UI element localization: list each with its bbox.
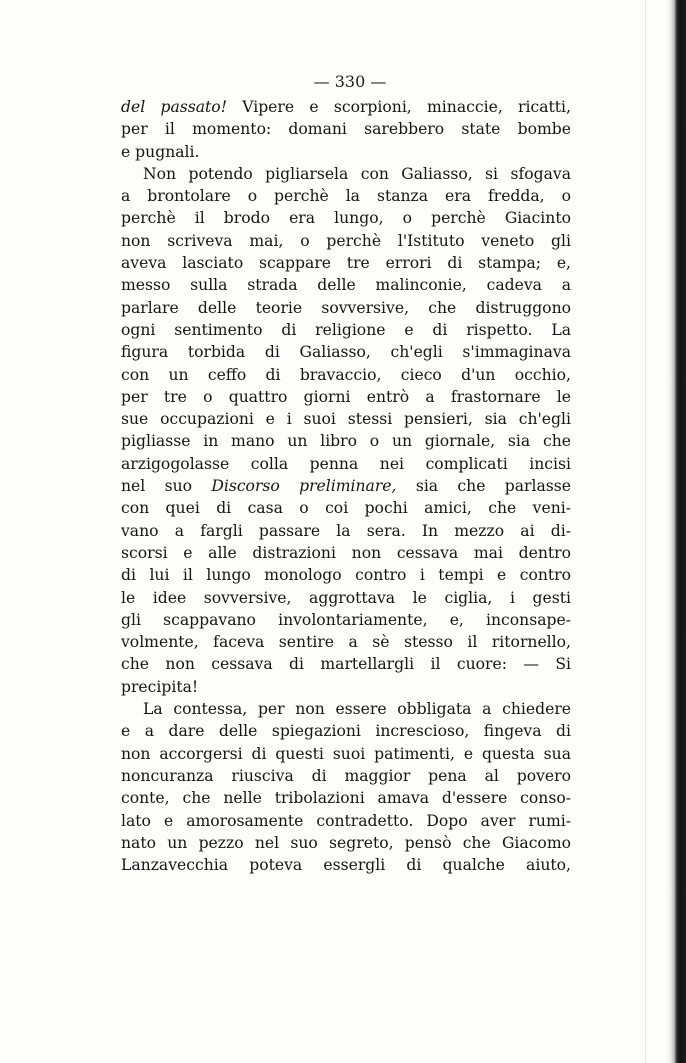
- text-line-segment: le idee sovversive, aggrottava le ciglia, i gesti: [121, 588, 571, 607]
- page-fold-shadow: [645, 0, 646, 1063]
- text-line: [121, 252, 571, 274]
- text-line-segment: non scriveva mai, o perchè l'Istituto veneto gli: [121, 231, 571, 250]
- text-line-segment: non accorgersi di questi suoi patimenti, e questa sua: [121, 744, 571, 763]
- text-line: [121, 787, 571, 809]
- text-line: [121, 765, 571, 787]
- text-line-segment: vano a fargli passare la sera. In mezzo ai di-: [121, 521, 571, 540]
- text-line: [121, 141, 571, 163]
- text-line: [121, 743, 571, 765]
- text-line: [121, 230, 571, 252]
- text-line-segment: e a dare delle spiegazioni increscioso, fingeva di: [121, 722, 571, 741]
- text-line: [121, 720, 571, 742]
- text-line-segment: arzigogolasse colla penna nei complicati incisi: [121, 454, 571, 473]
- text-line-segment: La contessa, per non essere obbligata a chiedere: [143, 700, 571, 719]
- text-line-segment: scorsi e alle distrazioni non cessava mai dentro: [121, 543, 571, 562]
- text-line-segment: gli scappavano involontariamente, e, inconsape-: [121, 610, 571, 629]
- text-line: [121, 854, 571, 876]
- text-line-segment: con un ceffo di bravaccio, cieco d'un occhio,: [121, 365, 571, 384]
- text-line-segment: nato un pezzo nel suo segreto, pensò che Giacomo: [121, 833, 571, 852]
- text-line: [121, 386, 571, 408]
- text-line: [121, 497, 571, 519]
- text-line-segment: per tre o quattro giorni entrò a frastornare le: [121, 387, 571, 406]
- text-line-segment: nel suo: [121, 477, 212, 496]
- text-line: [121, 341, 571, 363]
- text-line-segment: conte, che nelle tribolazioni amava d'essere conso-: [121, 789, 571, 808]
- text-line: [121, 631, 571, 653]
- text-line: [121, 364, 571, 386]
- text-line: [121, 609, 571, 631]
- binding-edge: [664, 0, 686, 1063]
- text-line-segment: di lui il lungo monologo contro i tempi e contro: [121, 566, 571, 585]
- text-line-segment: ogni sentimento di religione e di rispetto. La: [121, 320, 571, 339]
- text-line: [121, 163, 571, 185]
- italic-text: del passato!: [121, 98, 227, 116]
- text-line-segment: che non cessava di martellargli il cuore: — Si: [121, 655, 571, 674]
- text-line: [121, 810, 571, 832]
- text-line: [121, 96, 571, 118]
- text-line-segment: precipita!: [121, 677, 199, 696]
- body-text: [121, 96, 571, 876]
- text-line-segment: Vipere e scorpioni, minaccie, ricatti,: [226, 98, 571, 116]
- text-line-segment: e pugnali.: [121, 142, 200, 161]
- text-line-segment: per il momento: domani sarebbero state bombe: [121, 120, 571, 139]
- italic-text: Discorso preliminare,: [211, 477, 397, 496]
- text-line-segment: pigliasse in mano un libro o un giornale, sia che: [121, 432, 571, 451]
- text-line-segment: volmente, faceva sentire a sè stesso il ritornello,: [121, 633, 571, 652]
- text-line: [121, 587, 571, 609]
- text-line-segment: figura torbida di Galiasso, ch'egli s'immaginava: [121, 343, 571, 362]
- text-line: [121, 475, 571, 497]
- text-line: [121, 185, 571, 207]
- text-line-segment: sia che parlasse: [396, 477, 571, 496]
- text-line: [121, 520, 571, 542]
- text-line-segment: sue occupazioni e i suoi stessi pensieri, sia ch'egli: [121, 410, 571, 429]
- text-line-segment: parlare delle teorie sovversive, che distruggono: [121, 298, 571, 317]
- text-line: [121, 408, 571, 430]
- text-line: [121, 274, 571, 296]
- text-line-segment: messo sulla strada delle malinconie, cadeva a: [121, 276, 571, 295]
- text-line: [121, 542, 571, 564]
- text-line: [121, 832, 571, 854]
- text-line: [121, 653, 571, 675]
- text-line: [121, 319, 571, 341]
- text-line-segment: a brontolare o perchè la stanza era fredda, o: [121, 187, 571, 206]
- text-line-segment: lato e amorosamente contradetto. Dopo aver rumi-: [121, 811, 571, 830]
- text-line-segment: noncuranza riusciva di maggior pena al povero: [121, 766, 571, 785]
- text-line: [121, 430, 571, 452]
- text-line-segment: perchè il brodo era lungo, o perchè Giacinto: [121, 209, 571, 228]
- text-line-segment: con quei di casa o coi pochi amici, che veni-: [121, 499, 571, 518]
- text-line: [121, 676, 571, 698]
- text-line-segment: Non potendo pigliarsela con Galiasso, si sfogava: [143, 164, 571, 183]
- page-number: — 330 —: [313, 72, 387, 91]
- text-line-segment: Lanzavecchia poteva essergli di qualche aiuto,: [121, 856, 571, 875]
- text-line: [121, 698, 571, 720]
- text-line: [121, 564, 571, 586]
- text-line: [121, 207, 571, 229]
- text-line: [121, 118, 571, 140]
- text-line-segment: aveva lasciato scappare tre errori di stampa; e,: [121, 254, 571, 273]
- text-line: [121, 297, 571, 319]
- text-line: [121, 453, 571, 475]
